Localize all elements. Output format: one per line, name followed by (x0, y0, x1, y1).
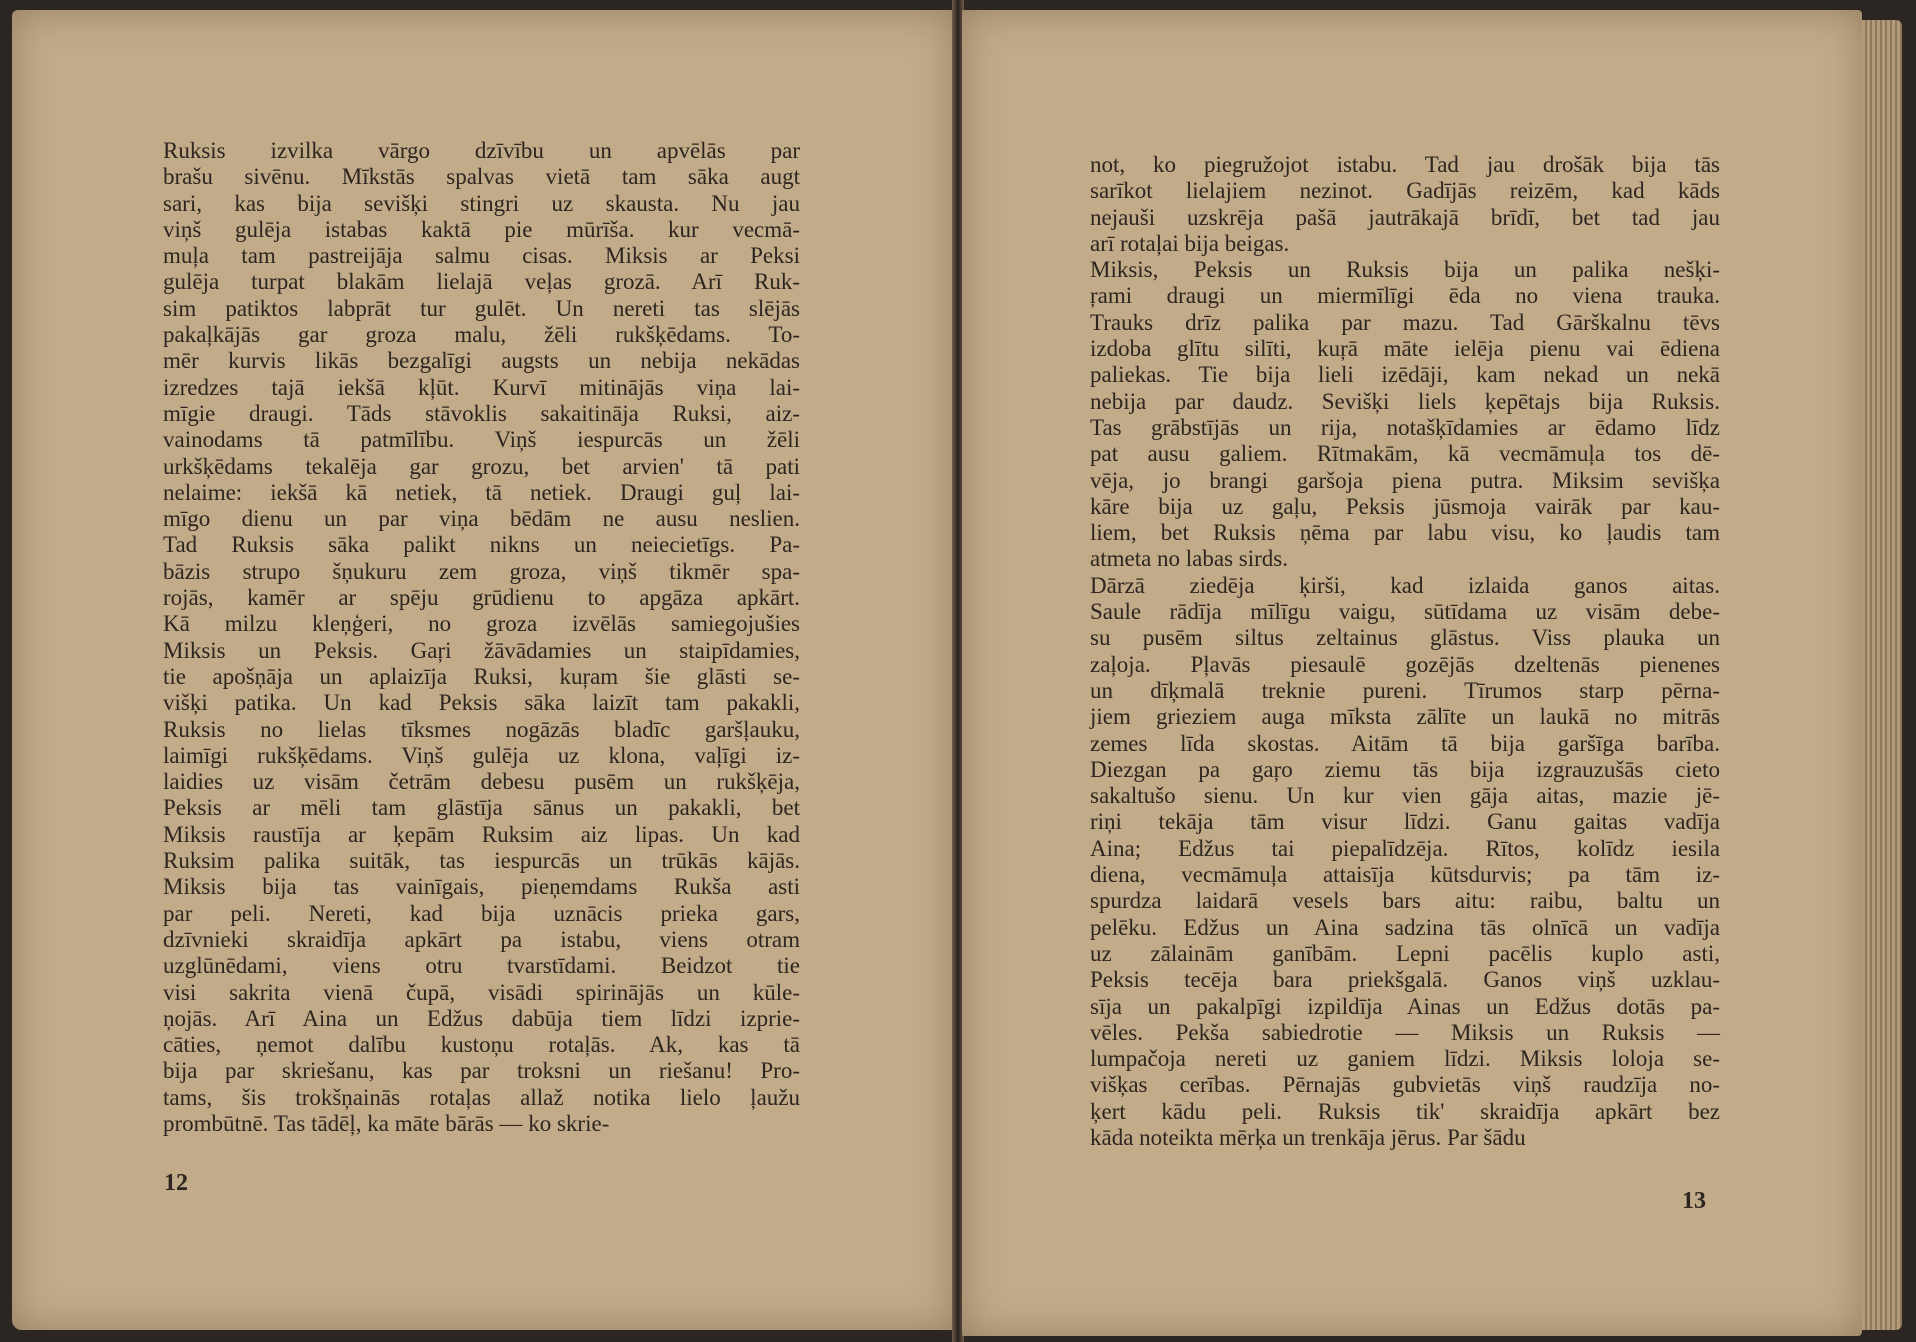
left-page-number: 12 (164, 1170, 188, 1196)
text-line: diena, vecmāmuļa attaisīja kūtsdurvis; pa tām iz- (1090, 862, 1720, 888)
text-line: tie apošņāja un aplaizīja Ruksi, kuŗam šie glāsti se- (163, 663, 800, 689)
text-line: Ruksis no lielas tīksmes nogāzās bladīc garšļauku, (163, 716, 800, 742)
text-line: Diezgan pa gaŗo ziemu tās bija izgrauzušās cieto (1090, 756, 1720, 782)
text-line: uzglūnēdami, viens otru tvarstīdami. Beidzot tie (163, 953, 800, 979)
text-line: liem, bet Ruksis ņēma par labu visu, ko ļaudis tam (1090, 520, 1720, 546)
text-line: su pusēm siltus zeltainus glāstus. Viss plauka un (1090, 625, 1720, 651)
text-line: zaļoja. Pļavās piesaulē gozējās dzeltenās pienenes (1090, 651, 1720, 677)
text-line: tams, šis trokšņainās rotaļas allaž notika lielo ļaužu (163, 1084, 800, 1110)
text-line: gulēja turpat blakām lielajā veļas grozā. Arī Ruk- (163, 269, 800, 295)
right-page-number: 13 (1682, 1188, 1706, 1214)
text-line: sim patiktos labprāt tur gulēt. Un nereti tas slējās (163, 295, 800, 321)
text-line: laimīgi rukšķēdams. Viņš gulēja uz klona, vaļīgi iz- (163, 742, 800, 768)
text-line: muļa tam pastreijāja salmu cisas. Miksis ar Peksi (163, 243, 800, 269)
text-line: Tas grābstījās un rija, notašķīdamies ar ēdamo līdz (1090, 414, 1720, 440)
text-line: visi sakrita vienā čupā, visādi spirinājās un kūle- (163, 979, 800, 1005)
text-line: jiem grieziem auga mīksta zālīte un laukā no mitrās (1090, 704, 1720, 730)
text-line: pakaļkājās gar groza malu, žēli rukšķēdams. To- (163, 322, 800, 348)
text-line: zemes līda skostas. Aitām tā bija garšīga barība. (1090, 730, 1720, 756)
text-line: dzīvnieki skraidīja apkārt pa istabu, viens otram (163, 926, 800, 952)
text-line: Tad Ruksis sāka palikt nikns un neiecietīgs. Pa- (163, 532, 800, 558)
text-line: Ruksis izvilka vārgo dzīvību un apvēlās par (163, 138, 800, 163)
text-line: višķi patika. Un kad Peksis sāka laizīt tam pakakli, (163, 690, 800, 716)
text-line: par peli. Nereti, kad bija uznācis prieka gars, (163, 900, 800, 926)
text-line: izredzes tajā iekšā kļūt. Kurvī mitinājās viņa lai- (163, 374, 800, 400)
text-line: viņš gulēja istabas kaktā pie mūrīša. kur vecmā- (163, 216, 800, 242)
text-line: rojās, kamēr ar spēju grūdienu to apgāza apkārt. (163, 585, 800, 611)
text-line: sakaltušo sienu. Un kur vien gāja aitas, mazie jē- (1090, 783, 1720, 809)
text-line: kāda noteikta mērķa un trenkāja jērus. Par šādu (1090, 1124, 1526, 1150)
text-line: mīgie draugi. Tāds stāvoklis sakaitināja Ruksi, aiz- (163, 400, 800, 426)
text-line: ķert kādu peli. Ruksis tik' skraidīja apkārt bez (1090, 1098, 1720, 1124)
page-edges (1862, 20, 1902, 1330)
text-line: nejauši uzskrēja pašā jautrākajā brīdī, bet tad jau (1090, 204, 1720, 230)
text-line: brašu sivēnu. Mīkstās spalvas vietā tam sāka augt (163, 164, 800, 190)
text-line: nelaime: iekšā kā netiek, tā netiek. Draugi guļ lai- (163, 479, 800, 505)
text-line: not, ko piegružojot istabu. Tad jau drošāk bija tās (1090, 152, 1720, 177)
text-line: Ruksim palika suitāk, tas iespurcās un trūkās kājās. (163, 848, 800, 874)
text-line: bija par skriešanu, kas par troksni un riešanu! Pro- (163, 1058, 800, 1084)
text-line: atmeta no labas sirds. (1090, 546, 1289, 572)
text-line: bāzis strupo šņukuru zem groza, viņš tikmēr spa- (163, 558, 800, 584)
text-line: kāre bija uz gaļu, Peksis jūsmoja vairāk par kau- (1090, 493, 1720, 519)
text-line: mīgo dienu un par viņa bēdām ne ausu neslien. (163, 506, 800, 532)
text-line: sari, kas bija sevišķi stingri uz skausta. Nu jau (163, 190, 800, 216)
text-line: nebija par daudz. Sevišķi liels ķepētajs bija Ruksis. (1090, 388, 1720, 414)
text-line: Peksis ar mēli tam glāstīja sānus un pakakli, bet (163, 795, 800, 821)
text-line: vainodams tā patmīlību. Viņš iespurcās un žēli (163, 427, 800, 453)
text-line: riņi tekāja tām visur līdzi. Ganu gaitas vadīja (1090, 809, 1720, 835)
text-line: prombūtnē. Tas tādēļ, ka māte bārās — ko skrie- (163, 1110, 610, 1136)
text-line: urkšķēdams tekalēja gar grozu, bet arvien' tā pati (163, 453, 800, 479)
text-line: Miksis raustīja ar ķepām Ruksim aiz lipas. Un kad (163, 821, 800, 847)
text-line: uz zālainām ganībām. Lepni pacēlis kuplo asti, (1090, 940, 1720, 966)
text-line: vēja, jo brangi garšoja piena putra. Miksim sevišķa (1090, 467, 1720, 493)
text-line: Miksis bija tas vainīgais, pieņemdams Rukša asti (163, 874, 800, 900)
text-line: mēr kurvis likās bezgalīgi augsts un nebija nekādas (163, 348, 800, 374)
text-line: sīja un pakalpīgi izpildīja Ainas un Edžus dotās pa- (1090, 993, 1720, 1019)
text-line: arī rotaļai bija beigas. (1090, 230, 1290, 256)
text-line: izdoba glītu silīti, kuŗā māte ielēja pienu vai ēdiena (1090, 336, 1720, 362)
text-line: pelēku. Edžus un Aina sadzina tās olnīcā un vadīja (1090, 914, 1720, 940)
text-line: vēles. Pekša sabiedrotie — Miksis un Ruksis — (1090, 1019, 1720, 1045)
left-page-text (163, 138, 800, 1137)
text-line: ŗami draugi un miermīlīgi ēda no viena trauka. (1090, 283, 1720, 309)
text-line: Aina; Edžus tai piepalīdzēja. Rītos, kolīdz iesila (1090, 835, 1720, 861)
text-line: Kā milzu kleņģeri, no groza izvēlās samiegojušies (163, 611, 800, 637)
text-line: sarīkot lielajiem nezinot. Gadījās reizēm, kad kāds (1090, 178, 1720, 204)
text-line: Saule rādīja mīlīgu vaigu, sūtīdama uz visām debe- (1090, 599, 1720, 625)
text-line: Dārzā ziedēja ķirši, kad izlaida ganos aitas. (1090, 572, 1720, 598)
text-line: lumpačoja nereti uz ganiem līdzi. Miksis loloja se- (1090, 1046, 1720, 1072)
text-line: spurdza laidarā vesels bars aitu: raibu, baltu un (1090, 888, 1720, 914)
text-line: un dīķmalā treknie pureni. Tīrumos starp pērna- (1090, 677, 1720, 703)
right-page-text (1090, 152, 1720, 1151)
text-line: Trauks drīz palika par mazu. Tad Gārškalnu tēvs (1090, 309, 1720, 335)
text-line: laidies uz visām četrām debesu pusēm un rukšķēja, (163, 769, 800, 795)
text-line: Miksis, Peksis un Ruksis bija un palika nešķi- (1090, 257, 1720, 283)
text-line: ņojās. Arī Aina un Edžus dabūja tiem līdzi izprie- (163, 1005, 800, 1031)
text-line: paliekas. Tie bija lieli izēdāji, kam nekad un nekā (1090, 362, 1720, 388)
text-line: Miksis un Peksis. Gaŗi žāvādamies un staipīdamies, (163, 637, 800, 663)
left-page (12, 10, 954, 1330)
text-line: Peksis tecēja bara priekšgalā. Ganos viņš uzklau- (1090, 967, 1720, 993)
text-line: pat ausu galiem. Rītmakām, kā vecmāmuļa tos dē- (1090, 441, 1720, 467)
right-page (962, 10, 1862, 1336)
text-line: cāties, ņemot dalību kustoņu rotaļās. Ak, kas tā (163, 1032, 800, 1058)
text-line: višķas cerības. Pērnajās gubvietās viņš raudzīja no- (1090, 1072, 1720, 1098)
